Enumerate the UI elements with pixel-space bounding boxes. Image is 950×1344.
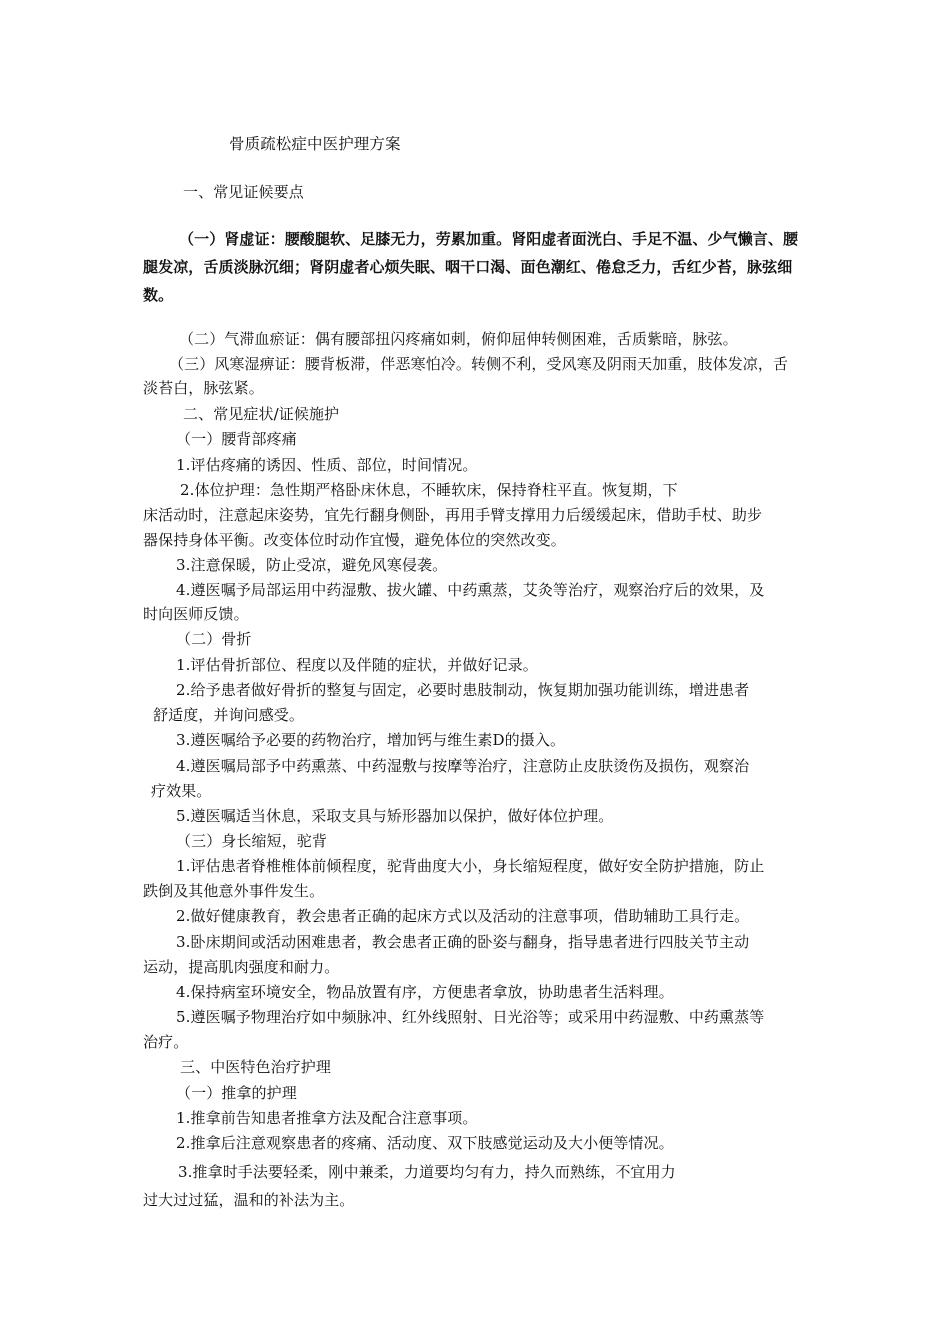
section-2-sub-2-heading: （二）骨折 (176, 630, 252, 648)
document-title: 骨质疏松症中医护理方案 (229, 135, 401, 153)
section-2-sub-3-line-6: 4.保持病室环境安全，物品放置有序，方便患者拿放，协助患者生活料理。 (176, 983, 674, 1001)
section-3-sub-1-line-4: 过大过过猛，温和的补法为主。 (143, 1191, 355, 1209)
section-2-sub-1-line-4: 器保持身体平衡。改变体位时动作宜慢，避免体位的突然改变。 (143, 531, 566, 549)
section-2-sub-1-line-3: 床活动时，注意起床姿势，宜先行翻身侧卧，再用手臂支撑用力后缓缓起床，借助手杖、助步 (143, 506, 763, 524)
section-2-sub-1-line-5: 3.注意保暖，防止受凉，避免风寒侵袭。 (176, 556, 448, 574)
section-2-sub-2-line-7: 5.遵医嘱适当休息，采取支具与矫形器加以保护，做好体位护理。 (176, 807, 614, 825)
section-2-sub-3-line-7: 5.遵医嘱予物理治疗如中频脉冲、红外线照射、日光浴等；或采用中药湿敷、中药熏蒸等 (176, 1008, 765, 1026)
section-1-item-3-line-1: （三）风寒湿痹证：腰背板滞，伴恶寒怕冷。转侧不利，受风寒及阴雨天加重，肢体发凉，舌 (169, 355, 789, 373)
section-1-heading: 一、常见证候要点 (183, 183, 304, 201)
section-2-sub-2-line-1: 1.评估骨折部位、程度以及伴随的症状，并做好记录。 (176, 656, 538, 674)
section-2-sub-2-line-4: 3.遵医嘱给予必要的药物治疗，增加钙与维生素D的摄入。 (176, 731, 566, 749)
section-1-item-1-line-3: 数。 (143, 286, 174, 304)
section-2-sub-1-line-2: 2.体位护理：急性期严格卧床休息，不睡软床，保持脊柱平直。恢复期，下 (180, 481, 678, 499)
section-3-heading: 三、中医特色治疗护理 (180, 1058, 332, 1076)
section-3-sub-1-line-3: 3.推拿时手法要轻柔，刚中兼柔，力道要均匀有力，持久而熟练，不宜用力 (178, 1163, 676, 1181)
section-2-sub-2-line-5: 4.遵医嘱局部予中药熏蒸、中药湿敷与按摩等治疗，注意防止皮肤烫伤及损伤，观察治 (176, 757, 750, 775)
section-2-sub-2-line-2: 2.给予患者做好骨折的整复与固定，必要时患肢制动，恢复期加强功能训练，增进患者 (176, 681, 750, 699)
section-2-sub-2-line-6: 疗效果。 (151, 782, 212, 800)
section-2-sub-3-line-2: 跌倒及其他意外事件发生。 (143, 882, 325, 900)
section-1-item-1-line-1: （一）肾虚证：腰酸腿软、足膝无力，劳累加重。肾阳虚者面洸白、手足不温、少气懒言、腰 (179, 230, 799, 248)
section-1-item-1-line-2: 腿发凉，舌质淡脉沉细；肾阴虚者心烦失眠、咽干口渴、面色潮红、倦怠乏力，舌红少苔，脉弦细 (143, 258, 793, 276)
section-3-sub-1-line-2: 2.推拿后注意观察患者的疼痛、活动度、双下肢感觉运动及大小便等情况。 (176, 1134, 674, 1152)
section-2-sub-3-line-8: 治疗。 (143, 1033, 189, 1051)
section-2-sub-3-line-4: 3.卧床期间或活动困难患者，教会患者正确的卧姿与翻身，指导患者进行四肢关节主动 (176, 933, 750, 951)
section-3-sub-1-heading: （一）推拿的护理 (176, 1084, 297, 1102)
section-2-sub-1-line-1: 1.评估疼痛的诱因、性质、部位，时间情况。 (176, 456, 478, 474)
section-2-heading: 二、常见症状/证候施护 (183, 405, 340, 423)
section-1-item-3-line-2: 淡苔白，脉弦紧。 (143, 379, 264, 397)
section-2-sub-1-line-6: 4.遵医嘱予局部运用中药湿敷、拔火罐、中药熏蒸，艾灸等治疗，观察治疗后的效果，及 (176, 581, 765, 599)
section-2-sub-3-heading: （三）身长缩短，驼背 (176, 832, 328, 850)
section-2-sub-2-line-3: 舒适度，并询问感受。 (153, 706, 305, 724)
section-2-sub-1-heading: （一）腰背部疼痛 (176, 430, 297, 448)
section-2-sub-3-line-1: 1.评估患者脊椎椎体前倾程度，驼背曲度大小，身长缩短程度，做好安全防护措施，防止 (176, 857, 765, 875)
section-2-sub-1-line-7: 时向医师反馈。 (143, 605, 249, 623)
section-1-item-2: （二）气滞血瘀证：偶有腰部扭闪疼痛如刺，俯仰屈伸转侧困难，舌质紫暗，脉弦。 (179, 330, 738, 348)
section-3-sub-1-line-1: 1.推拿前告知患者推拿方法及配合注意事项。 (176, 1109, 478, 1127)
section-2-sub-3-line-5: 运动，提高肌肉强度和耐力。 (143, 958, 340, 976)
section-2-sub-3-line-3: 2.做好健康教育，教会患者正确的起床方式以及活动的注意事项，借助辅助工具行走。 (176, 907, 750, 925)
